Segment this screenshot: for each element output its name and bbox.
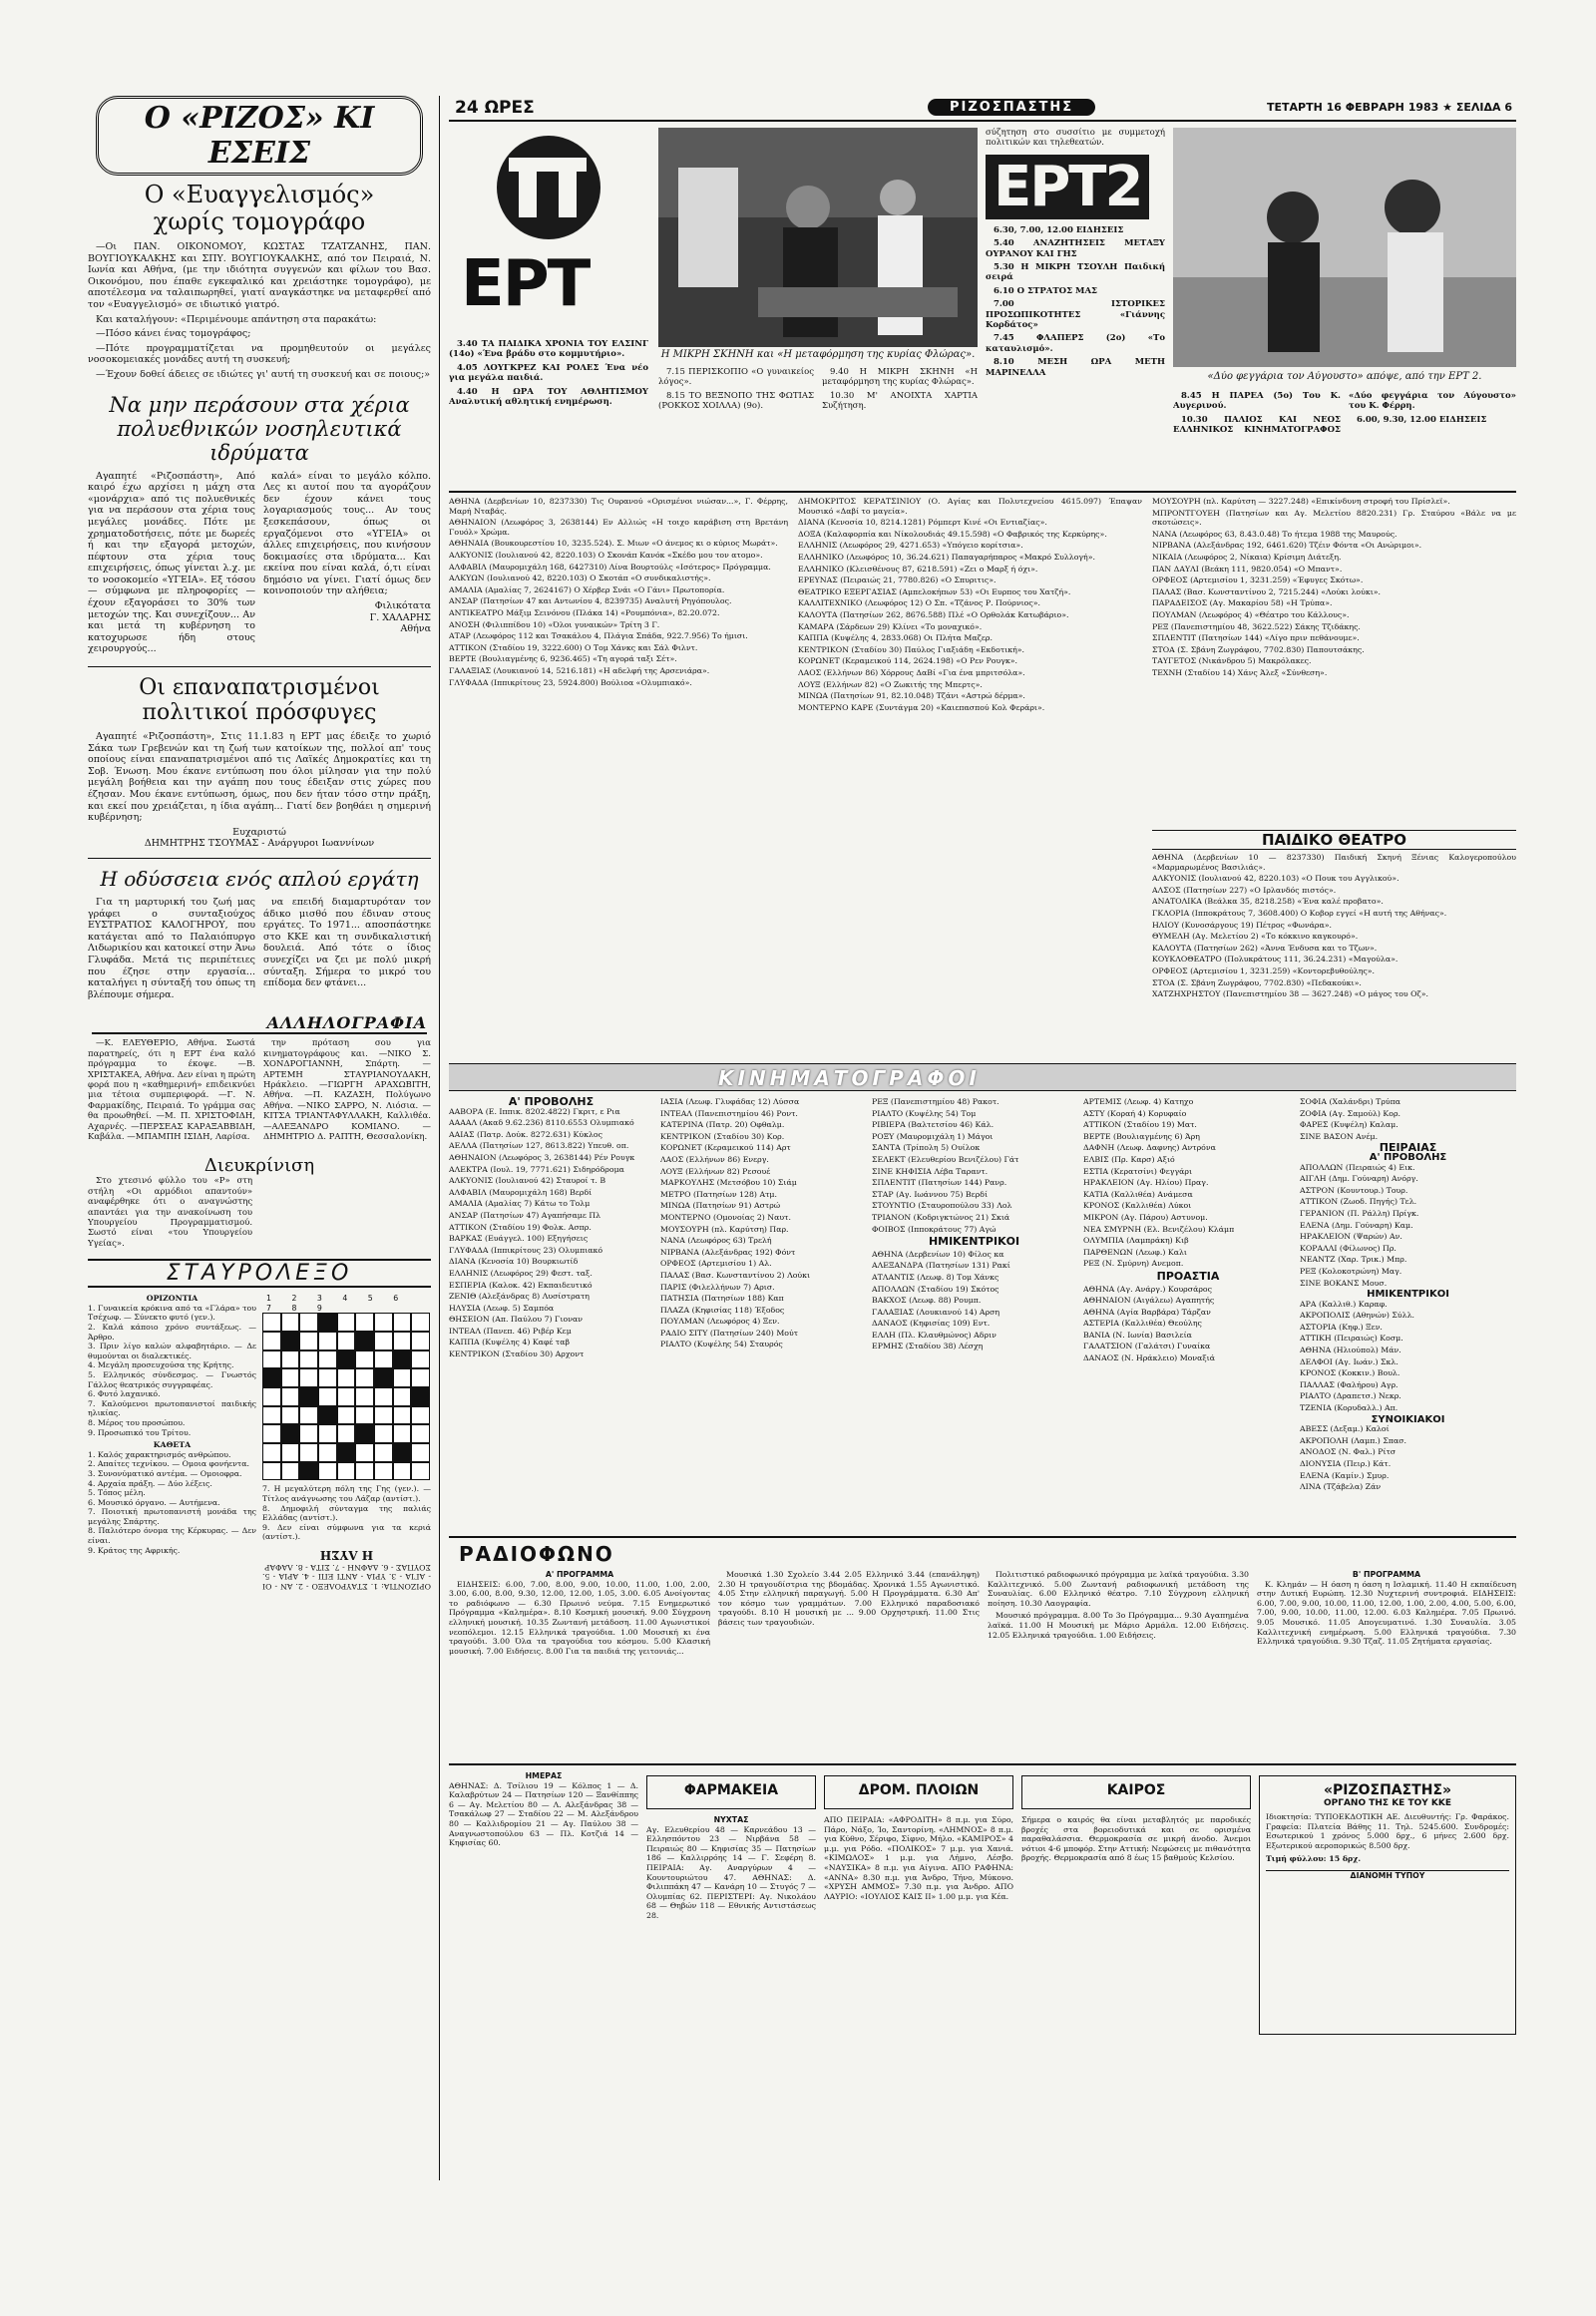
kids-theatre-title: ΠΑΙΔΙΚΟ ΘΕΑΤΡΟ	[1152, 830, 1516, 850]
colophon-price: Τιμή φύλλου: 15 δρχ.	[1266, 1854, 1362, 1864]
article2-title-line2: πολυεθνικών νοσηλευτικά ιδρύματα	[117, 416, 402, 465]
colophon-title: «ΡΙΖΟΣΠΑΣΤΗΣ»	[1323, 1782, 1452, 1798]
radio-col2: Μουσικά 1.30 Σχολείο 3.44 2.05 Ελληνικό 3.44 (επανάληψη) 2.30 Η τραγουδίστρια της βδομάδας. Χρονικά 1.55 Αγωνιστικό. 4.05 Στην ελληνική παραγωγή. 5.00 Η Προγράμματα. 6.30 Απ' τον κόσμο των γραμμάτων. 7.00 Ελληνικό παραδοσιακό τραγούδι. 8.10 Η μουσική με ... 9.00 Ορχηστρική. 11.00 Στις βάσεις των τραγουδιών.	[718, 1570, 980, 1627]
radio-col4: Β' ΠΡΟΓΡΑΜΜΑ Κ. Κλημάν — Η όαση η όαση η Ισλαμική. 11.40 Η εκπαίδευση στην Δυτική Ευρώπη. 12.30 Νυχτερινή συντροφιά. ΕΙΔΗΣΕΙΣ: 6.00, 7.00, 9.00, 10.00, 11.00, 12.00, 1.00, 2.00, 4.00, 5.00, 6.00, 7.00, 9.00, 10.00, 11.00, 12.00. 6.03 Καλημέρα. 7.05 Πρωινό. 9.05 Μουσικό. 11.05 Απογευματινό. 1.30 Συναυλία. 3.05 Καλλιτεχνική ενημέρωση. 5.00 Ελληνικά τραγούδια. 7.30 Ελληνικά τραγούδια. 9.30 Τζαζ. 11.05 Ζητήματα εργασίας.	[1257, 1570, 1516, 1647]
ships-title: ΔΡΟΜ. ΠΛΟΙΩΝ	[824, 1775, 1013, 1809]
crossword-header: ΣΤΑΥΡΟΛΕΞΟ	[88, 1259, 431, 1288]
tv-caption-right: «Δύο φεγγάρια τον Αύγουστο» απόψε, από την ΕΡΤ 2.	[1207, 371, 1482, 382]
ert-logo-text: ΕΡΤ	[461, 247, 590, 321]
ert1-listings: 3.40 ΤΑ ΠΑΙΔΙΚΑ ΧΡΟΝΙΑ ΤΟΥ ΕΛΣΙΝΓ (14ο) «Ένα βράδυ στο κομμυτήριο». 4.05 ΛΟΥΓΚΡΕΖ ΚΑΙ ΡΟΛΕΣ Ένα νέο για μεγάλα παιδιά. 4.40 Η ΩΡΑ ΤΟΥ ΑΘΛΗΤΙΣΜΟΥ Αναλυτική αθλητική ενημέρωση.	[449, 339, 648, 408]
colophon-end: ΔΙΑΝΟΜΗ ΤΥΠΟΥ	[1266, 1870, 1509, 1881]
ert2-listings: 6.30, 7.00, 12.00 ΕΙΔΗΣΕΙΣ 5.40 ΑΝΑΖΗΤΗΣΕΙΣ ΜΕΤΑΞΥ ΟΥΡΑΝΟΥ ΚΑΙ ΓΗΣ 5.30 Η ΜΙΚΡΗ ΤΣΟΥΛΗ Παιδική σειρά 6.10 Ο ΣΤΡΑΤΟΣ ΜΑΣ 7.00 ΙΣΤΟΡΙΚΕΣ ΠΡΟΣΩΠΙΚΟΤΗΤΕΣ «Γιάννης Κορδάτος» 7.45 ΦΛΑΠΕΡΣ (2ο) «Το καταυλισμό». 8.10 ΜΕΣΗ ΩΡΑ ΜΕΤΗ ΜΑΡΙΝΕΛΛΑ	[986, 224, 1165, 378]
tv-caption-center: Η ΜΙΚΡΗ ΣΚΗΝΗ και «Η μεταφόρμηση της κυρίας Φλώρας».	[660, 349, 976, 360]
article4-body: Για τη μαρτυρική του ζωή μας γράφει ο συνταξιούχος ΕΥΣΤΡΑΤΙΟΣ ΚΑΛΟΓΗΡΟΥ, που κατάγεται από το Παλαιόπυργο Λιδωρικίου και κατοικεί στην Άνω Γλυφάδα. Μετά τις περιπέτειες που έζησε στην εργασία... καταλήγει η σύνταξή του όπως τη βλέπουμε σήμερα. να επειδή διαμαρτυρόταν τον άδικο μισθό που έδιναν στους εργάτες. Το 1971... αποσπάστηκε στο ΚΚΕ και τη συνδικαλιστική δουλειά. Από τότε ο ίδιος συνεχίζει να ζει με πολύ μικρή σύνταξη. Σήμερα το μικρό του επίδομα δεν φτάνει...	[88, 896, 431, 1000]
kids-theatre: ΠΑΙΔΙΚΟ ΘΕΑΤΡΟ ΑΘΗΝΑ (Δερβενίων 10 — 8237330) Παιδική Σκηνή Ξένιας Καλογεροπούλου «Μαρμαρωμένος Βασιλιάς». ΑΛΚΥΟΝΙΣ (Ιουλιανού 42, 8220.103) «Ο Πουκ του Αγγλικού». ΑΛΣΟΣ (Πατησίων 227) «Ο Ιρλανδός πιστός». ΑΝΑΤΟΛΙΚΑ (Βεάλκα 35, 8218.258) «Ένα καλέ προβατο». ΓΚΛΟΡΙΑ (Ιπποκράτους 7, 3608.400) Ο Κοβορ εγγεί «Η αυτή της Αθήνας». ΗΛΙΟΥ (Κυνοσάργους 19) Πέτρος «Φωνάρα». ΘΥΜΕΛΗ (Αγ. Μελετίου 2) «Το κόκκινο καγκουρό». ΚΑΛΟΥΤΑ (Πατησίων 262) «Άννα Ένδυσα και το Τζων». ΚΟΥΚΛΟΘΕΑΤΡΟ (Πολυκράτους 111, 36.24.231) «Μαγούλα». ΟΡΦΕΟΣ (Αρτεμισίου 1, 3231.259) «Κοντορεβυθούλης». ΣΤΟΑ (Σ. Σβάνη Ζωγράφου, 7702.830) «Πεδακούκι». ΧΑΤΖΗΧΡΗΣΤΟΥ (Πανεπιστημίου 38 — 3627.248) «Ο μάγος του Οζ».	[1152, 831, 1516, 999]
radio-header	[449, 1542, 1516, 1566]
masthead-section: 24 ΩΡΕΣ	[455, 98, 535, 118]
films-banner: ΚΙΝΗΜΑΤΟΓΡΑΦΟΙ	[449, 1063, 1516, 1091]
radio-col3: Πολιτιστικό ραδιοφωνικό πρόγραμμα με λαϊκά τραγούδια. 3.30 Καλλιτεχνικό. 5.00 Ζωντανή ραδιοφωνική μετάδοση της Συναυλίας. 6.00 Ελληνικό θέατρο. 7.10 Σύγχρονη ελληνική ποίηση. 10.30 Λαογραφία. Μουσικό πρόγραμμα. 8.00 Το 3ο Πρόγραμμα... 9.30 Αγαπημένα λαϊκά. 11.00 Η Μουσική με Μάριο Αρμάλα. 12.00 Ειδήσεις. 12.05 Ελληνικά τραγούδια. 1.00 Ειδήσεις.	[988, 1570, 1249, 1640]
colophon-box	[1259, 1775, 1516, 2035]
theatre-listings-col1: ΑΘΗΝΑ (Δερβενίων 10, 8237330) Τις Ουρανού «Ορισμένοι νιώσαν...», Γ. Φέρρης, Μαρή Νταβάς. ΑΘΗΝΑΙΟΝ (Λεωφόρος 3, 2638144) Εν Αλλιώς «Η τοιχο καράβιση στη Βρετάνη Γουόλ» Χρώμα. ΑΘΗΝΑΙΑ (Βουκουρεστίου 10, 3235.524). Σ. Μιων «Ο άνεμος κι ο κύριος Μωράτ». ΑΛΚΥΟΝΙΣ (Ιουλιανού 42, 8220.103) Ο Σκονάπ Κανόκ «Σκέδο μου τον ατομο». ΑΛΦΑΒΙΛ (Μαυρομιχάλη 168, 6427310) Λίνα Βουρτούλς «Ισότερος» Πρόγραμμα. ΑΛΚΥΩΝ (Ιουλιανού 42, 8220.103) Ο Σκοτάπ «Ο συνδικαλιστής». ΑΜΑΛΙΑ (Αμαλίας 7, 2624167) Ο Χέρβερ Σνάι «Ο Γάνι» Πρωτοπορία. ΑΝΣΑΡ (Πατησίων 47 και Αντωνίου 4, 8239735) Αναλυτή Ρηγόπουλος. ΑΝΤΙΚΕΑΤΡΟ Μάξιμ Σεινόνου (Πλάκα 14) «Ρουμπόνια», 82.20.072. ΑΝΟΣΗ (Φιλιππίδου 10) «Όλοι γυναικών» Τρίτη 3 Γ. ΑΤΑΡ (Λεωφόρος 112 και Τσακάλου 4, Πλάγια Σπάδα, 922.7.956) Το ήμισι. ΑΤΤΙΚΟΝ (Σταδίου 19, 3222.600) Ο Τομ Χάνκς και Σάλ Φιλντ. ΒΕΡΤΕ (Βουλιαγμένης 6, 9236.465) «Τη αγορά ταξι Σέτ». ΓΑΛΑΞΙΑΣ (Λουκιανού 14, 5216.181) «Η αδελφή της Αρσενιάρα». ΓΛΥΦΑΔΑ (Ιππικρίτους 23, 5924.800) Βούλιοα «Ολυμπιακό».	[449, 497, 788, 687]
crossword-grid	[262, 1313, 430, 1480]
tv-scene-image	[658, 128, 978, 347]
article3-signature: Ευχαριστώ ΔΗΜΗΤΡΗΣ ΤΣΟΥΜΑΣ - Ανάργυροι Ιωαννίνων	[144, 826, 375, 850]
article4-title: Η οδύσσεια ενός απλού εργάτη	[100, 866, 419, 891]
clarification-body: Στο χτεσινό φύλλο του «Ρ» στη στήλη «Οι αρμόδιοι απαντούν» αναφέρθηκε ότι ο αναγνώστης απαντάει για την ανακοίνωση του Υπουργείου Προγραμματισμού. Σωστό είναι «του Υπουργείου Υγείας».	[88, 1176, 253, 1249]
correspondence-title: ΑΛΛΗΛΟΓΡΑΦΙΑ	[92, 1013, 427, 1034]
pharmacy-night: ΝΥΧΤΑΣ Αγ. Ελευθερίου 48 — Καρνεάδου 13 — Ελλησπόντου 23 — Νιρβάνα 58 — Πειραιώς 80 — Κηφισίας 35 — Πατησίων 186 — Καλλιρρόης 14 — Γ. Σεφέρη 8. ΠΕΙΡΑΙΑ: Αγ. Αναργύρων 4 — Κουντουριώτου 47. ΑΘΗΝΑΣ: Δ. Φιλιππάκη 47 — Κανάρη 10 — Στυγός 7 — Ολυμπίας 62. ΠΕΡΙΣΤΕΡΙ: Αγ. Νικολάου 68 — Θηβών 118 — Εθνικής Αντιστάσεως 28.	[646, 1815, 816, 1920]
crossword-solution: ΟΡΙΖΟΝΤΙΑ: 1. ΣΤΑΥΡΟΛΕΞΟ - 2. ΑΝ - ΟΙ - ΑΓΙΑ - 3. ΥΡΙΑ - ΑΝΤΙ ΕΠΙ - 4. ΑΡΙΑ - 5. ΣΟΥΠΑΣ - 6. ΔΑΦΝΗ - 7. ΣΙΤΑ - 8. ΛΑΦΑΡ Η ΛΥΣΗ	[262, 1547, 431, 1591]
weather-body: Σήμερα ο καιρός θα είναι μεταβλητός με παροδικές βροχές στα βορειοδυτικά και σε ορισμένα παραθαλάσσια. Θερμοκρασία σε μικρή άνοδο. Άνεμοι νότιοι 4-6 μποφόρ. Στην Αττική: Νεφώσεις με πιθανότητα βροχής. Θερμοκρασία από 8 έως 15 βαθμούς Κελσίου.	[1021, 1815, 1251, 1863]
article2-title-line1: Να μην περάσουν στα χέρια	[109, 392, 410, 417]
films-col1: Α' ΠΡΟΒΟΛΗΣ ΑΑΒΟΡΑ (Ε. Ιππικ. 8202.4822) Γκριτ, ε Ρια ΑΑΑΑΛ (Ακαδ 9.62.236) 8110.6553 Ολυμπιακό ΑΑΙΑΣ (Πατρ. Δούκ. 8272.631) Κύκλος ΑΕΛΛΑ (Πατησίων 127, 8613.822) Υπευθ. οπ. ΑΘΗΝΑΙΟΝ (Λεωφόρος 3, 2638144) Ρέν Ρουγκ ΑΛΕΚΤΡΑ (Ιουλ. 19, 7771.621) Σιδηρόδρομα ΑΛΚΥΟΝΙΣ (Ιουλιανού 42) Σταυροί τ. Β ΑΛΦΑΒΙΛ (Μαυρομιχάλη 168) Βερδί ΑΜΑΛΙΑ (Αμαλίας 7) Κάτω το Τολμ ΑΝΣΑΡ (Πατησίων 47) Αγαπήσαμε Πλ ΑΤΤΙΚΟΝ (Σταδίου 19) Φολκ. Ασπρ. ΒΑΡΚΑΣ (Ευάγγελ. 100) Εξηγήσεις ΓΛΥΦΑΔΑ (Ιππικρίτους 23) Ολυμπιακό ΔΙΑΝΑ (Κενοσία 10) Βουρκιωτίδ ΕΛΛΗΝΙΣ (Λεωφόρος 29) Φεστ. ταξ. ΕΣΠΕΡΙΑ (Καλοκ. 42) Εκπαιδευτικό ΖΕΝΙΘ (Αλεξάνδρας 8) Λυσίστρατη ΗΛΥΣΙΑ (Λεωφ. 5) Σαμπόα ΘΗΣΕΙΟΝ (Απ. Παύλου 7) Γιοναν ΙΝΤΕΑΛ (Πανεπ. 46) Ριβέρ Κεμ ΚΑΠΠΑ (Κυψέλης 4) Καφέ ταβ ΚΕΝΤΡΙΚΟΝ (Σταδίου 30) Αρχοντ	[449, 1097, 635, 1359]
masthead-paper: ΡΙΖΟΣΠΑΣΤΗΣ	[928, 99, 1095, 116]
pharmacy-title: ΦΑΡΜΑΚΕΙΑ	[646, 1775, 816, 1809]
pharmacy-day: ΗΜΕΡΑΣ ΑΘΗΝΑΣ: Δ. Τσίλιου 19 — Κόλπος 1 — Δ. Καλαβρύτων 24 — Πατησίων 120 — Ξανθίππης 6 — Αγ. Μελετίου 80 — Λ. Αλεξάνδρας 38 — Τσακάλωφ 27 — Σταδίου 22 — Μ. Αλεξάνδρου 80 — Καλλιδρομίου 21 — Αγ. Παύλου 38 — Αναγνωστοπούλου 63 — Πλ. Κοτζιά 14 — Κηφισίας 60.	[449, 1771, 638, 1848]
films-col5: ΣΟΦΙΑ (Χαλάνδρι) Τρύπα ΖΟΦΙΑ (Αγ. Σαμούλ) Κορ. ΦΑΡΕΣ (Κυψέλη) Καλαμ. ΣΙΝΕ ΒΑΣΟΝ Ανέμ. ΠΕΙΡΑΙΑΣ Α' ΠΡΟΒΟΛΗΣ ΑΠΟΛΛΩΝ (Πειραιώς 4) Εικ. ΑΙΓΛΗ (Δημ. Γούναρη) Ανόργ. ΑΣΤΡΟΝ (Κουντουρ.) Τουρ. ΑΤΤΙΚΟΝ (Ζωοδ. Πηγής) Τελ. ΓΕΡΑΝΙΟΝ (Π. Ράλλη) Πρίγκ. ΕΛΕΝΑ (Δημ. Γούναρη) Καμ. ΗΡΑΚΛΕΙΟΝ (Ψαρών) Αν. ΚΟΡΑΛΛΙ (Φίλωνος) Πρ. ΝΕΑΝΤΖ (Χαρ. Τρικ.) Μπρ. ΡΕΞ (Κολοκοτρώνη) Μαγ. ΣΙΝΕ ΒΟΚΑΝΣ Μουσ. ΗΜΙΚΕΝΤΡΙΚΟΙ ΑΡΑ (Καλλιθ.) Καραφ. ΑΚΡΟΠΟΛΙΣ (Αθηνών) Σύλλ. ΑΣΤΟΡΙΑ (Κηφ.) Ξεν. ΑΤΤΙΚΗ (Πειραιώς) Κοσμ. ΑΘΗΝΑ (Ηλιούπολ) Μάν. ΔΕΛΦΟΙ (Αγ. Ιωάν.) Σκλ. ΚΡΟΝΟΣ (Κοκκιν.) Βουλ. ΠΑΛΛΑΣ (Φαλήρου) Αγρ. ΡΙΑΛΤΟ (Δραπετσ.) Νεκρ. ΤΖΕΝΙΑ (Κορυδαλλ.) Απ. ΣΥΝΟΙΚΙΑΚΟΙ ΑΒΕΣΣ (Δεξαμ.) Καλοί ΑΚΡΟΠΟΛΗ (Λαμπ.) Σπασ. ΑΝΟΔΟΣ (Ν. Φαλ.) Ρίτσ ΔΙΟΝΥΣΙΑ (Πειρ.) Κάτ. ΕΛΕΝΑ (Καμίν.) Σμυρ. ΛΙΝΑ (Τζάβελα) Ζάν	[1300, 1097, 1449, 1492]
radio-col1: Α' ΠΡΟΓΡΑΜΜΑ ΕΙΔΗΣΕΙΣ: 6.00, 7.00, 8.00, 9.00, 10.00, 11.00, 1.00, 2.00, 3.00, 6.00, 8.00, 9.30, 12.00, 12.00, 1.05, 3.00. 6.05 Ανοίγοντας το ραδιόφωνο — 6.30 Πρωινό νεύμα. 7.15 Ενημερωτικό Πρόγραμμα «Καλημέρα». 8.10 Κοσμική μουσική. 9.00 Σύγχρονη ελληνική μουσική. 10.35 Ζωντανή μετάδοση. 11.00 Αγωνιστικοί νεοπόλεμοι. 12.15 Ελληνικά τραγούδια. 1.00 Μουσική κι ένα τραγούδι. 3.00 Όλα τα τραγούδια του κόσμου. 5.00 Κλασική μουσική. 7.00 Ειδήσεις. 8.00 Για τα παιδιά της γειτονιάς...	[449, 1570, 710, 1656]
left-column	[88, 96, 431, 2170]
tv-photo-center	[658, 128, 978, 347]
correspondence-body: —Κ. ΕΛΕΥΘΕΡΙΟ, Αθήνα. Σωστά παρατηρείς, ότι η ΕΡΤ ένα καλό πρόγραμμα το έκοψε. —Β. ΧΡΙΣΤΑΚΕΑ, Αθήνα. Δεν είναι η πρώτη φορά που η «καθημερινή» επιδεικνύει μια τέτοια συμπεριφορά. —Γ. Ν. Φαρμακίδης, Πειραιά. Το γράμμα σας θα προωθηθεί. —Μ. Π. ΧΡΙΣΤΟΦΙΔΗ, Αχαρνές. —ΠΕΡΣΕΑΣ ΚΑΡΑΞΑΒΒΙΔΗ, Καβάλα. —ΜΠΑΜΠΗ ΙΣΙΔΗ, Λαρίσα. την πρόταση σου για κινηματογράφους και. —ΝΙΚΟ Σ. ΧΟΝΔΡΟΓΙΑΝΝΗ, Σπάρτη. —ΑΡΤΕΜΗ ΣΤΑΥΡΙΑΝΟΥΔΑΚΗ, Ηράκλειο. —ΓΙΩΡΓΗ ΑΡΑΧΩΒΙΤΗ, Αθήνα. —Π. ΚΑΖΑΣΗ, Πολύγωνο Αθήνα. —ΝΙΚΟ ΣΑΡΡΟ, Ν. Λιόσια. —ΚΙΤΣΑ ΤΡΙΑΝΤΑΦΥΛΛΑΚΗ, Καλλιθέα. —ΑΛΕΞΑΝΔΡΟ ΚΟΜΙΑΝΟ. —ΔΗΜΗΤΡΙΟ Δ. ΡΑΠΤΗ, Θεσσαλονίκη.	[88, 1038, 431, 1142]
ert2-logo-text: ΕΡΤ2	[986, 155, 1149, 219]
ships-body: ΑΠΟ ΠΕΙΡΑΙΑ: «ΑΦΡΟΔΙΤΗ» 8 π.μ. για Σύρο, Πάρο, Νάξο, Ίο, Σαντορίνη. «ΛΗΜΝΟΣ» 8 π.μ. για Κύθνο, Σέριφο, Σίφνο, Μήλο. «ΚΑΜΙΡΟΣ» 4 μ.μ. για Ρόδο. «ΠΟΛΙΚΟΣ» 7 μ.μ. για Χανιά. «ΚΙΜΩΛΟΣ» 1 μ.μ. για Λήμνο, Λέσβο. «ΝΑΥΣΙΚΑ» 8 π.μ. για Αίγινα. ΑΠΟ ΡΑΦΗΝΑ: «ΑΝΝΑ» 8.30 π.μ. για Άνδρο, Τήνο, Μύκονο. «ΧΡΥΣΗ ΑΜΜΟΣ» 7.30 π.μ. για Άνδρο. ΑΠΟ ΛΑΥΡΙΟ: «ΙΟΥΛΙΟΣ ΚΑΙΣ ΙΙ» 1.00 μ.μ. για Κέα.	[824, 1815, 1013, 1901]
crossword-numbers: 1 2 3 4 5 6 7 8 9	[266, 1294, 408, 1313]
article2-signature: Φιλικότατα Γ. ΧΑΛΑΡΗΣ Αθήνα	[369, 600, 431, 635]
colophon-subtitle: ΟΡΓΑΝΟ ΤΗΣ ΚΕ ΤΟΥ ΚΚΕ	[1323, 1798, 1451, 1808]
article3-body: Αγαπητέ «Ριζοσπάστη», Στις 11.1.83 η ΕΡΤ μας έδειξε το χωριό Σάκα των Γρεβενών και τη ζωή των κατοίκων της, πολλοί απ' τους οποίους είναι επαναπατρισμένοι από τις Λαϊκές Δημοκρατίες και τη Σοβ. Ένωση. Μου έκανε εντύπωση που όλοι μίλησαν για την πολύ μεγάλη βοήθεια και την αγάπη που τους έδειξαν στις χώρες που έζησαν. Μου έκανε εντύπωση, όμως, που δεν ήταν τόσο στην πράξη, και εκεί που χρειάζεται, η ίδια αγάπη... Γιατί δεν βοηθάει η σημερινή κυβέρνηση; Ευχαριστώ ΔΗΜΗΤΡΗΣ ΤΣΟΥΜΑΣ - Ανάργυροι Ιωαννίνων	[88, 731, 431, 850]
theatre-listings-col3: ΜΟΥΣΟΥΡΗ (πλ. Καρύτση — 3227.248) «Επικίνδυνη στροφή του Πρίσλεϊ». ΜΠΡΟΝΤΓΟΥΕΗ (Πατησίων και Αγ. Μελετίου 8820.231) Γρ. Σταύρου «Βάλε να με σκοτώσεις». ΝΑΝΑ (Λεωφόρος 63, 8.43.0.48) Το ήτεμα 1988 της Μαυρούς. ΝΙΡΒΑΝΑ (Αλεξάνδρας 192, 6461.620) Τζέιν Φόντα «Οι Ανώριμοι». ΝΙΚΑΙΑ (Λεωφόρος 2, Νίκαια) Κρίσιμη Διάτεξη. ΠΑΝ ΔΑΥΛΙ (Βεάκη 111, 9820.054) «Ο Μπαντ». ΟΡΦΕΟΣ (Αρτεμισίου 1, 3231.259) «Έφυγες Σκότω». ΠΑΛΑΣ (Βασ. Κωνσταντίνου 2, 7215.244) «Λούκι λούκι». ΠΑΡΑΔΕΙΣΟΣ (Αγ. Μακαρίου 58) «Η Τρύπα». ΠΟΥΛΜΑΝ (Λεωφόρος 4) «Θέατρο του Κάλλους». ΡΕΞ (Πανεπιστημίου 48, 3622.522) Σάκης Τζιδάκης. ΣΠΛΕΝΤΙΤ (Πατησίων 144) «Λίγο πριν πεθάνουμε». ΣΤΟΑ (Σ. Σβάνη Ζωγράφου, 7702.830) Παπουτσάκης. ΤΑΥΓΕΤΟΣ (Νικάνδρου 5) Μακρόλακες. ΤΕΧΝΗ (Σταδίου 14) Χάνς Άλεξ «Σύνθεση».	[1152, 497, 1516, 677]
ert2-listings-2: 8.45 Η ΠΑΡΕΑ (5ο) Του Κ. Αυγερινού. 10.30 ΠΑΛΙΟΣ ΚΑΙ ΝΕΟΣ ΕΛΛΗΝΙΚΟΣ ΚΙΝΗΜΑΤΟΓΡΑΦΟΣ «Δύο φεγγάρια τον Αύγουστο» του Κ. Φέρρη. 6.00, 9.30, 12.00 ΕΙΔΗΣΕΙΣ	[1173, 391, 1516, 436]
masthead	[449, 96, 1516, 122]
article2-body: Αγαπητέ «Ριζοσπάστη», Από καιρό έχω αρχίσει η μάχη στα «μονάρχια» από τις πολυεθνικές για να περάσουν στα χέρια τους μεγάλες μονάδες. Πότε με χρηματοδοτήσεις, πότε με δωρεές ή και την εξαγορά μετοχών, πέφτουν στα χέρια τους επιχειρήσεις, όπως γίνεται λ.χ. με το νοσοκομείο «ΥΓΕΙΑ». Εξ τόσου — σύμφωνα με πληροφορίες — έχουν εξαγοράσει το 30% των μετοχών της. Και συνεχίζουν... Αν και μετά τη κυβέρνηση το κατοχυρωσε ήδη στους χειρουργούς... καλά» είναι το μεγάλο κόλπο. Λες κι αυτοί που τα αγοράζουν δεν έχουν κάνει τους λογαριασμούς τους... Αν τους ξεσκεπάσουν, όπως οι εργαζόμενοι στο «ΥΓΕΙΑ» οι άλλες επιχειρήσεις, που κινήσουν δοκιμασίες στα ιδρύματα... Και εκείνα που είναι καλά, ό,τι είναι δημόσιο να γίνει. Γιατί όμως δεν κοινοποιούν την αλήθεια; Φιλικότατα Γ. ΧΑΛΑΡΗΣ Αθήνα	[88, 470, 431, 655]
ert2-block: σύζητηση στο συσσίτιο με συμμετοχή πολιτικών και τηλεθεατών. ΕΡΤ2 6.30, 7.00, 12.00 ΕΙΔΗΣΕΙΣ 5.40 ΑΝΑΖΗΤΗΣΕΙΣ ΜΕΤΑΞΥ ΟΥΡΑΝΟΥ ΚΑΙ ΓΗΣ 5.30 Η ΜΙΚΡΗ ΤΣΟΥΛΗ Παιδική σειρά 6.10 Ο ΣΤΡΑΤΟΣ ΜΑΣ 7.00 ΙΣΤΟΡΙΚΕΣ ΠΡΟΣΩΠΙΚΟΤΗΤΕΣ «Γιάννης Κορδάτος» 7.45 ΦΛΑΠΕΡΣ (2ο) «Το καταυλισμό». 8.10 ΜΕΣΗ ΩΡΑ ΜΕΤΗ ΜΑΡΙΝΕΛΛΑ	[986, 128, 1165, 378]
masthead-date: ΤΕΤΑΡΤΗ 16 ΦΕΒΡΑΡΗ 1983 ★ ΣΕΛΙΔΑ 6	[1267, 101, 1512, 114]
colophon-body: Ιδιοκτησία: ΤΥΠΟΕΚΔΟΤΙΚΗ ΑΕ. Διευθυντής: Γρ. Φαράκος. Γραφεία: Πλατεία Βάθης 11. Τηλ. 5245.600. Συνδρομές: Εσωτερικού 1 χρόνος 5.000 δρχ., 6 μήνες 2.600 δρχ. Εξωτερικού αεροπορικώς 8.500 δρχ.	[1266, 1812, 1509, 1850]
article1-title-line1: Ο «Ευαγγελισμός»	[144, 181, 375, 208]
section-title: Ο «ΡΙΖΟΣ» ΚΙ ΕΣΕΙΣ	[96, 96, 423, 176]
films-col3: ΡΕΞ (Πανεπιστημίου 48) Ρακοτ. ΡΙΑΛΤΟ (Κυψέλης 54) Τομ ΡΙΒΙΕΡΑ (Βαλτετσίου 46) Κάλ. ΡΟΞΥ (Μαυρομιχάλη 1) Μάγοι ΣΑΝΤΑ (Τρίπολη 5) Ουίλοκ ΣΕΛΕΚΤ (Ελευθερίου Βενιζέλου) Γάτ ΣΙΝΕ ΚΗΦΙΣΙΑ Λέβα Ταραντ. ΣΠΛΕΝΤΙΤ (Πατησίων 144) Ρανρ. ΣΤΑΡ (Αγ. Ιωάννου 75) Βερδί ΣΤΟΥΝΤΙΟ (Σταυροπούλου 33) Λολ ΤΡΙΑΝΟΝ (Κοδριγκτώνος 21) Σκιά ΦΟΙΒΟΣ (Ιπποκράτους 77) Αγώ ΗΜΙΚΕΝΤΡΙΚΟΙ ΑΘΗΝΑ (Δερβενίων 10) Φίλος κα ΑΛΕΞΑΝΔΡΑ (Πατησίων 131) Ρακί ΑΤΛΑΝΤΙΣ (Λεωφ. 8) Τομ Χάνκς ΑΠΟΛΛΩΝ (Σταδίου 19) Σκότος ΒΑΚΧΟΣ (Λεωφ. 88) Ρουμπ. ΓΑΛΑΞΙΑΣ (Λουκιανού 14) Αρση ΔΑΝΑΟΣ (Κηφισίας 109) Εντ. ΕΛΛΗ (Πλ. Κλαυθμώνος) Αδριν ΕΡΜΗΣ (Σταδίου 38) Λέσχη	[872, 1097, 1020, 1351]
article3-title-line2: πολιτικοί πρόσφυγες	[142, 700, 377, 726]
films-col2: ΙΑΣΙΑ (Λεωφ. Γλυφάδας 12) Λύσσα ΙΝΤΕΑΛ (Πανεπιστημίου 46) Ροντ. ΚΑΤΕΡΙΝΑ (Πατρ. 20) Οφθαλμ. ΚΕΝΤΡΙΚΟΝ (Σταδίου 30) Κορ. ΚΟΡΩΝΕΤ (Κεραμεικού 114) Αρτ ΛΑΟΣ (Ελλήνων 86) Ενεργ. ΛΟΥΞ (Ελλήνων 82) Ρεσουέ ΜΑΡΚΟΥΛΗΣ (Μετσόβου 10) Σιάμ ΜΕΤΡΟ (Πατησίων 128) Ατμ. ΜΙΝΩΑ (Πατησίων 91) Αστρώ ΜΟΝΤΕΡΝΟ (Ομονοίας 2) Ναυτ. ΜΟΥΣΟΥΡΗ (πλ. Καρύτση) Παρ. ΝΑΝΑ (Λεωφόρος 63) Τρελή ΝΙΡΒΑΝΑ (Αλεξάνδρας 192) Φόντ ΟΡΦΕΟΣ (Αρτεμισίου 1) Αλ. ΠΑΛΑΣ (Βασ. Κωνσταντίνου 2) Λούκι ΠΑΡΙΣ (Φιλελλήνων 7) Αρισ. ΠΑΤΗΣΙΑ (Πατησίων 188) Καπ ΠΛΑΖΑ (Κηφισίας 118) Έξοδος ΠΟΥΛΜΑΝ (Λεωφόρος 4) Ξεν. ΡΑΔΙΟ ΣΙΤΥ (Πατησίων 240) Μούτ ΡΙΑΛΤΟ (Κυψέλης 54) Σταυρός	[660, 1097, 811, 1350]
article1-body: —Οι ΠΑΝ. ΟΙΚΟΝΟΜΟΥ, ΚΩΣΤΑΣ ΤΖΑΤΖΑΝΗΣ, ΠΑΝ. ΒΟΥΓΙΟΥΚΑΛΚΗΣ και ΣΠΥ. ΒΟΥΓΙΟΥΚΑΛΚΗΣ, από τον Πειραιά, Ν. Ιωνία και Αθήνα, (με την ιδιότητα συγγενών και φίλων του Βασ. Οικονόμου, που έπαθε εγκεφαλικό και χρειάστηκε τομογράφο), με αποτέλεσμα να ταλαιπωρηθεί, γιατί αναγκάστηκε να μεταφερθεί από τον «Ευαγγελισμό» σε ιδιωτικό γιατρό. Και καταλήγουν: «Περιμένουμε απάντηση στα παρακάτω: —Πόσο κάνει ένας τομογράφος; —Πότε προγραμματίζεται να προμηθευτούν οι μεγάλες νοσοκομειακές μονάδες αυτή τη συσκευή; —Έχουν δοθεί άδειες σε ιδιώτες γι' αυτή τη συσκευή και σε ποιους;»	[88, 241, 431, 380]
radio-title: ΡΑΔΙΟΦΩΝΟ	[459, 1542, 614, 1566]
article3-title-line1: Οι επαναπατρισμένοι	[139, 675, 380, 701]
tv-photo-right	[1173, 128, 1516, 367]
movie-still-image	[1173, 128, 1516, 367]
theatre-listings-col2: ΔΗΜΟΚΡΙΤΟΣ ΚΕΡΑΤΣΙΝΙΟΥ (Ο. Αγίας και Πολυτεχνείου 4615.097) Έπαψαν Μουσικό «Δαβί το μαγεία». ΔΙΑΝΑ (Κενοσία 10, 8214.1281) Ρόμπερτ Κινέ «Οι Εντιαζίας». ΔΟΞΑ (Καλαφορπία και Νίκολουδιάς 49.15.598) «Ο Φαβρικός της Κερκύρης». ΕΛΛΗΝΙΣ (Λεωφόρος 29, 4271.653) «Υπόγειο κορίτσια». ΕΛΛΗΝΙΚΟ (Λεωφόρος 10, 36.24.621) Παπαγαρήπαρος «Μακρό Συλλογή». ΕΛΛΗΝΙΚΟ (Κλεισθένους 87, 6218.591) «Ζει ο Μαρξ ή όχι». ΕΡΕΥΝΑΣ (Πειραιώς 21, 7780.826) «Ο Σπυριτις». ΘΕΑΤΡΙΚΟ ΕΞΕΡΓΑΣΙΑΣ (Αμπελοκήπων 53) «Οι Ευρπος του Χατζή». ΚΑΛΛΙΤΕΧΝΙΚΟ (Λεωφόρος 12) Ο Σπ. «Τζάνος Ρ. Πούρνιος». ΚΑΛΟΥΤΑ (Πατησίων 262, 8676.588) Πλέ «Ο Ορθολάκ Κατωβάριο». ΚΑΜΑΡΑ (Σάρδεων 29) Κλίνει «Το μοναχικό». ΚΑΠΠΑ (Κυψέλης 4, 2833.068) Οι Πλήτα Μαζερ. ΚΕΝΤΡΙΚΟΝ (Σταδίου 30) Παύλος Γιαξιάδη «Εκδοτική». ΚΟΡΩΝΕΤ (Κεραμεικού 114, 2624.198) «Ο Ρεν Ρουγκ». ΛΑΟΣ (Ελλήνων 86) Χόρρους ΔαΒί «Για ένα μπριτσόλα». ΛΟΥΞ (Ελλήνων 82) «Ο Ζωκιτής της Μπερτς». ΜΙΝΩΑ (Πατησίων 91, 82.10.048) Τζάνι «Αστρώ δέρμα». ΜΟΝΤΕΡΝΟ ΚΑΡΕ (Συντάγμα 20) «Καιεπασπού Κολ Φεράρι».	[798, 497, 1142, 712]
ert1-listings-2: 7.15 ΠΕΡΙΣΚΟΠΙΟ «Ο γυναικείος λόγος». 8.15 ΤΟ ΒΕΞΝΟΠΟ ΤΗΣ ΦΩΤΙΑΣ (ΡΟΚΚΟΣ ΧΟΙΛΛΑ) (9ο). 9.40 Η ΜΙΚΡΗ ΣΚΗΝΗ «Η μεταφόρμηση της κυρίας Φλώρας». 10.30 Μ' ΑΝΟΙΧΤΑ ΧΑΡΤΙΑ Συζήτηση.	[658, 367, 978, 412]
ert-logo-block	[449, 128, 648, 337]
crossword-section: ΟΡΙΖΟΝΤΙΑ 1. Γυναικεία κρόκινα από τα «Γλάρα» του Τσέχωφ. — Σύνεκτο φυτό (γεν.). 2. Καλά κάποιο χρόνο συντάξεως. — Άρθρο. 3. Πριν λίγο καλών αλφαβητάριο. — Δε θυμούνται οι διαλεκτικές. 4. Μεγάλη προσευχούσα της Κρήτης. 5. Ελληνικός σύνδεσμος. — Γνωστός Γάλλος θεατρικός συγγραφέας. 6. Φυτό λαχανικό. 7. Καλούμενοι πρωτοπανιστοί παιδικής ηλικίας. 8. Μέρος του προσώπου. 9. Προσωπικό του Τρίτου. ΚΑΘΕΤΑ 1. Καλός χαρακτηρισμός ανθρώπου. 2. Απαίτες τεχνίκου. — Ομοια φονήεντα. 3. Συνονύματικό αντέμα. — Ομοιοφρα. 4. Αρχαία πράξη. — Δύο λέξεις. 5. Τόπος μέλη. 6. Μουσικό όργανο. — Αυτήμενα. 7. Ποιοτική πρωτοπανιστή μονάδα της μεγάλης Σπάρτης. 8. Παλιότερο όνομα της Κέρκυρας. — Δεν είναι. 9. Κράτος της Αφρικής. 1 2 3 4 5 6 7 8 9 7. Η μεγαλύτερη πόλη της Γης (γεν.). — Τίτλος ανάγνωσης του Λάζαρ (αντίστ.). 8. Δημοφιλή σύνταγμα της παλιάς Ελλάδας (αντίστ.). 9. Δεν είναι σύμφωνα για τα κεριά (αντίστ.). ΟΡΙΖΟΝΤΙΑ: 1. ΣΤΑΥΡΟΛΕΞΟ - 2. ΑΝ - ΟΙ - ΑΓΙΑ - 3. ΥΡΙΑ - ΑΝΤΙ ΕΠΙ - 4. ΑΡΙΑ - 5. ΣΟΥΠΑΣ - 6. ΔΑΦΝΗ - 7. ΣΙΤΑ - 8. ΛΑΦΑΡ Η ΛΥΣΗ	[88, 1294, 431, 1591]
films-col4: ΑΡΤΕΜΙΣ (Λεωφ. 4) Κατηχο ΑΣΤΥ (Κοραή 4) Κορυφαίο ΑΤΤΙΚΟΝ (Σταδίου 19) Ματ. ΒΕΡΤΕ (Βουλιαγμένης 6) Άρη ΔΑΦΝΗ (Λεωφ. Δαφνης) Αντρόνα ΕΛΒΙΣ (Πρ. Καρσ) Αξιό ΕΣΤΙΑ (Κερατσίνι) Φεγγάρι ΗΡΑΚΛΕΙΟΝ (Αγ. Ηλίου) Πραγ. ΚΑΤΙΑ (Καλλιθέα) Ανάμεσα ΚΡΟΝΟΣ (Καλλιθέα) Λύκοι ΜΙΚΡΟΝ (Αγ. Πάρου) Αστυνομ. ΝΕΑ ΣΜΥΡΝΗ (Ελ. Βενιζέλου) Κλάμπ ΟΛΥΜΠΙΑ (Λαμπράκη) Κιβ ΠΑΡΘΕΝΩΝ (Λεωφ.) Καλι ΡΕΞ (Ν. Σμύρνη) Ανεμοπ. ΠΡΟΑΣΤΙΑ ΑΘΗΝΑ (Αγ. Ανάργ.) Κουρσάρος ΑΘΗΝΑΙΟΝ (Αιγάλεω) Αγαπητής ΑΘΗΝΑ (Αγία Βαρβάρα) Τάρζαν ΑΣΤΕΡΙΑ (Καλλιθέα) Θεούλης ΒΑΝΙΑ (Ν. Ιωνία) Βασιλεία ΓΑΛΑΤΣΙΟΝ (Γαλάτσι) Γυναίκα ΔΑΝΑΟΣ (Ν. Ηράκλειο) Μοναξιά	[1083, 1097, 1235, 1363]
weather-title: ΚΑΙΡΟΣ	[1021, 1775, 1251, 1809]
article1-title-line2: χωρίς τομογράφο	[153, 207, 366, 235]
clarification-title: Διευκρίνιση	[203, 1155, 315, 1177]
